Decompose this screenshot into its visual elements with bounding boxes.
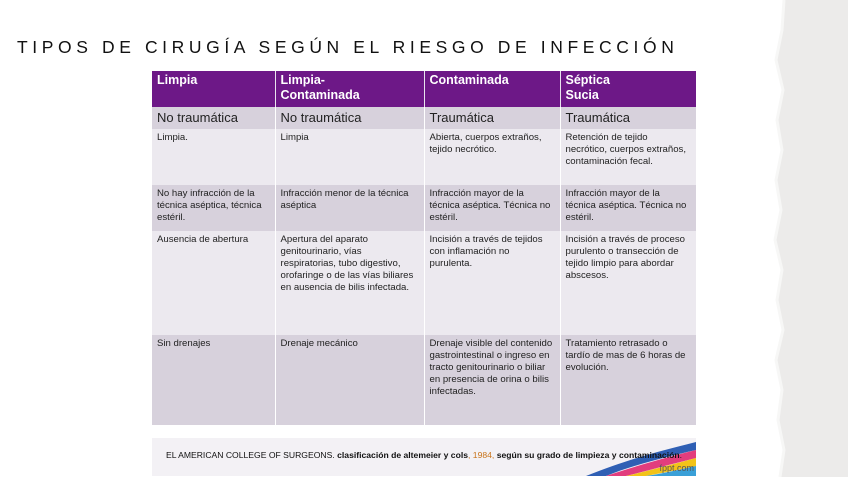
source-footer <box>152 438 696 476</box>
table-row <box>152 231 696 335</box>
torn-paper-edge <box>758 0 848 477</box>
citation-part: EL AMERICAN COLLEGE OF SURGEONS. <box>166 450 338 460</box>
table-cell: Abierta, cuerpos extraños, tejido necrótico. <box>424 129 560 185</box>
citation-part: según su grado de limpieza y contaminación <box>496 450 680 460</box>
table-cell: Apertura del aparato genitourinario, vías respiratorias, tubo digestivo, orofaringe o de las vías biliares en ausencia de bilis infectada. <box>275 231 424 335</box>
header-limpia-contaminada-text: Limpia- Contaminada <box>280 73 360 102</box>
table-cell: Retención de tejido necrótico, cuerpos extraños, contaminación fecal. <box>560 129 696 185</box>
citation-part: . <box>679 450 682 460</box>
table-cell: Incisión a través de tejidos con inflamación no purulenta. <box>424 231 560 335</box>
table-cell: Traumática <box>560 107 696 129</box>
table-cell: No traumática <box>152 107 275 129</box>
classification-table <box>152 71 696 425</box>
citation-part: clasificación de altemeier y cols <box>337 450 469 460</box>
slide-title: TIPOS DE CIRUGÍA SEGÚN EL RIESGO DE INFECCIÓN <box>17 37 679 57</box>
table-cell: Drenaje visible del contenido gastrointestinal o ingreso en tracto genitourinario o biliar en presencia de orina o bilis infectadas. <box>424 335 560 425</box>
table-cell: Traumática <box>424 107 560 129</box>
table-cell: No traumática <box>275 107 424 129</box>
table-cell: Infracción mayor de la técnica aséptica. Técnica no estéril. <box>560 185 696 231</box>
header-limpia-contaminada <box>275 71 424 107</box>
table-cell: Limpia <box>275 129 424 185</box>
table-cell: Incisión a través de proceso purulento o transección de tejido limpio para abordar abscesos. <box>560 231 696 335</box>
table-cell: No hay infracción de la técnica aséptica, técnica estéril. <box>152 185 275 231</box>
table-row <box>152 107 696 129</box>
table-cell: Infracción menor de la técnica aséptica <box>275 185 424 231</box>
table-cell: Infracción mayor de la técnica aséptica. Técnica no estéril. <box>424 185 560 231</box>
citation-part: , 1984, <box>468 450 497 460</box>
table-cell: Limpia. <box>152 129 275 185</box>
table-cell: Sin drenajes <box>152 335 275 425</box>
table-row <box>152 185 696 231</box>
table-cell: Tratamiento retrasado o tardío de mas de 6 horas de evolución. <box>560 335 696 425</box>
header-septica-sucia-text: Séptica Sucia <box>565 73 610 102</box>
source-citation <box>152 450 696 461</box>
header-contaminada: Contaminada <box>424 71 560 107</box>
table-cell: Drenaje mecánico <box>275 335 424 425</box>
table-cell: Ausencia de abertura <box>152 231 275 335</box>
classification-table-container <box>152 71 696 425</box>
fppt-watermark: fppt.com <box>659 463 694 473</box>
header-limpia: Limpia <box>152 71 275 107</box>
table-row <box>152 335 696 425</box>
header-septica-sucia <box>560 71 696 107</box>
table-row <box>152 129 696 185</box>
table-header-row <box>152 71 696 107</box>
